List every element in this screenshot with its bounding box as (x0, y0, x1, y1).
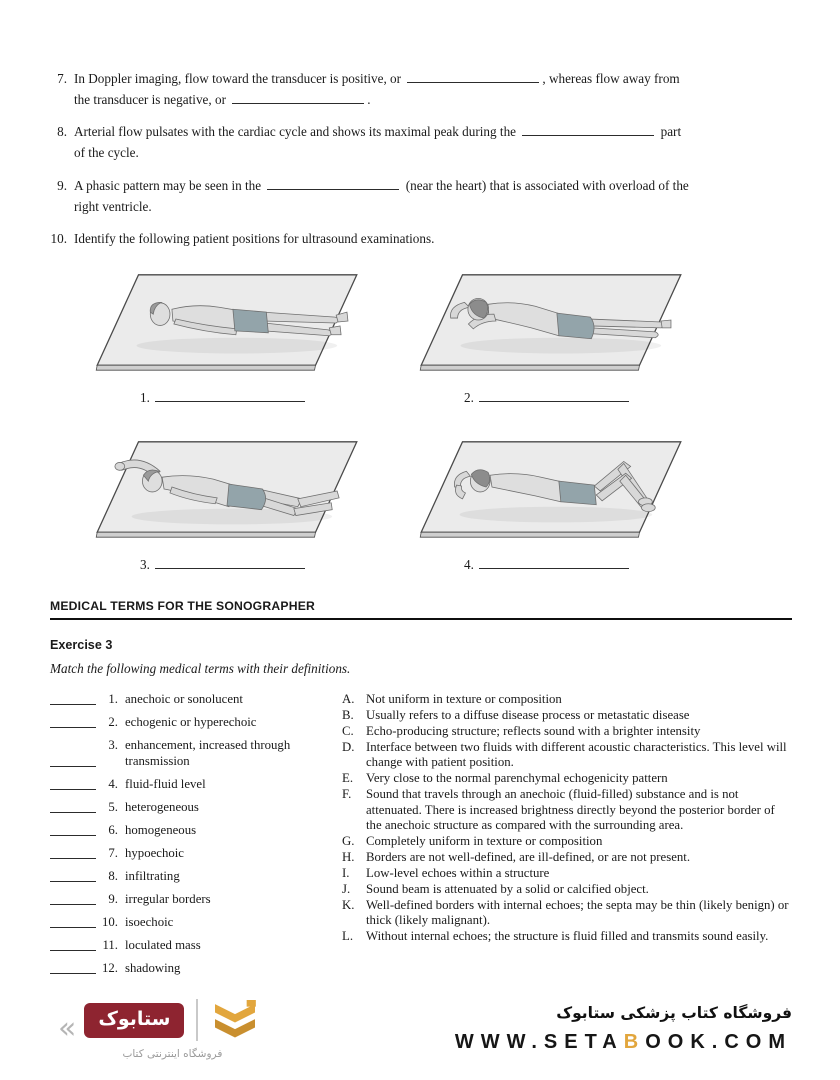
question-9 (50, 175, 792, 217)
definition-item (342, 834, 790, 849)
term-label: homogeneous (125, 822, 197, 837)
definition-text: Echo-producing structure; reflects sound with a brighter intensity (366, 724, 701, 739)
figure-row-1 (88, 263, 792, 381)
figure-row-2 (88, 430, 792, 548)
term-label: echogenic or hyperechoic (125, 714, 257, 729)
exercise-instructions: Match the following medical terms with their definitions. (50, 660, 351, 676)
logo-main (84, 998, 260, 1060)
definition-text: Without internal echoes; the structure is fluid filled and transmits sound easily. (366, 929, 769, 944)
question-text (74, 121, 792, 163)
definition-text: Sound beam is attenuated by a solid or calcified object. (366, 882, 649, 896)
figure-label-number: 3. (140, 556, 150, 572)
answer-blank[interactable] (50, 916, 96, 928)
term-number: 1. (108, 691, 118, 706)
supine-figure-icon (88, 263, 366, 381)
term-item (50, 692, 342, 708)
website-url[interactable] (455, 1031, 792, 1054)
term-label: infiltrating (125, 868, 180, 883)
answer-blank[interactable] (267, 177, 399, 190)
term-label: anechoic or sonolucent (125, 691, 243, 706)
answer-blank[interactable] (522, 123, 654, 136)
definition-item (342, 787, 790, 832)
question-text-segment: , whereas flow away from (542, 71, 680, 86)
definition-letter: F. (342, 787, 352, 802)
term-number: 11. (102, 937, 118, 952)
question-text (74, 175, 792, 217)
definition-text: Borders are not well-defined, are ill-defined, or are not present. (366, 849, 691, 864)
definition-letter: B. (342, 707, 354, 722)
patient-position-illustration-1 (88, 263, 366, 381)
figure-label-2 (412, 389, 690, 406)
answer-blank[interactable] (50, 847, 96, 859)
patient-position-illustration-4 (412, 430, 690, 548)
logo-text: ستابوک (98, 1007, 171, 1030)
definition-text: Not uniform in texture or composition (366, 691, 562, 706)
definition-item (342, 850, 790, 865)
section-header: MEDICAL TERMS FOR THE SONOGRAPHER (50, 599, 792, 620)
answer-blank[interactable] (50, 693, 96, 705)
term-number: 4. (108, 776, 118, 791)
patient-position-illustration-3 (88, 430, 366, 548)
patient-position-illustration-2 (412, 263, 690, 381)
figure-label-3 (88, 556, 366, 573)
definition-text: Sound that travels through an anechoic (fluid-filled) substance and is not attenuated. There is increased brightness directly beyond the posterior border of the anechoic structure as compared with the surrounding area. (366, 787, 775, 832)
definition-letter: I. (342, 865, 350, 880)
oblique-arm-raised-figure-icon (88, 430, 366, 548)
answer-blank[interactable] (50, 939, 96, 951)
term-item (50, 961, 342, 977)
definition-letter: K. (342, 898, 355, 913)
definition-item (342, 771, 790, 786)
question-number: 9. (57, 177, 67, 193)
term-item (50, 938, 342, 954)
definition-text: Completely uniform in texture or composition (366, 833, 603, 848)
question-7 (50, 68, 792, 110)
question-8 (50, 121, 792, 163)
term-number: 8. (108, 868, 118, 883)
definition-letter: L. (342, 929, 354, 944)
question-text-segment: A phasic pattern may be seen in the (74, 177, 262, 193)
definition-text: Usually refers to a diffuse disease process or metastatic disease (366, 707, 690, 722)
term-number: 12. (102, 960, 118, 975)
question-text-segment: In Doppler imaging, flow toward the transducer is positive, or (74, 71, 402, 86)
answer-blank[interactable] (155, 389, 305, 402)
term-label: isoechoic (125, 914, 174, 929)
logo-caret-icon: « (58, 1011, 77, 1046)
answer-blank[interactable] (50, 893, 96, 905)
question-text-segment: the transducer is negative, or (74, 92, 226, 108)
url-accent-letter: B (623, 1031, 646, 1053)
figure-label-number: 2. (464, 389, 474, 405)
term-number: 5. (108, 799, 118, 814)
definition-letter: D. (342, 740, 355, 755)
term-label: enhancement, increased through transmission (125, 737, 291, 768)
term-number: 3. (108, 737, 118, 752)
question-text-segment: Arterial flow pulsates with the cardiac cycle and shows its maximal peak during the (74, 124, 517, 140)
term-item (50, 892, 342, 908)
term-number: 7. (108, 845, 118, 860)
definition-item (342, 692, 790, 707)
term-item (50, 715, 342, 731)
term-label: heterogeneous (125, 799, 199, 814)
term-item (50, 777, 342, 793)
url-segment: WWW.SETA (454, 1031, 624, 1053)
answer-blank[interactable] (479, 389, 629, 402)
figure-label-1 (88, 389, 366, 406)
definition-item (342, 929, 790, 944)
url-segment: OOK.COM (645, 1031, 792, 1053)
footer-right (455, 1004, 792, 1054)
answer-blank[interactable] (50, 755, 96, 767)
definition-letter: C. (342, 724, 354, 739)
term-number: 9. (108, 891, 118, 906)
figure-labels-row-1 (88, 389, 792, 406)
term-label: loculated mass (125, 937, 201, 952)
figure-label-number: 1. (140, 389, 150, 405)
term-number: 10. (102, 914, 118, 929)
term-number: 6. (108, 822, 118, 837)
definition-letter: A. (342, 691, 355, 706)
answer-blank[interactable] (50, 824, 96, 836)
matching-exercise (50, 692, 792, 984)
term-label: fluid-fluid level (125, 776, 206, 791)
term-item (50, 800, 342, 816)
definition-text: Well-defined borders with internal echoes; the septa may be thin (likely benign) or thick (likely malignant). (366, 898, 789, 928)
figure-label-4 (412, 556, 690, 573)
definition-letter: G. (342, 833, 355, 848)
setabook-logo[interactable] (58, 998, 260, 1060)
definition-item (342, 898, 790, 928)
term-label: irregular borders (125, 891, 211, 906)
supine-knees-bent-figure-icon (412, 430, 690, 548)
definition-letter: H. (342, 849, 355, 864)
footer-store-title: فروشگاه کتاب پزشکی ستابوک (556, 1004, 792, 1022)
term-item (50, 823, 342, 839)
lateral-decubitus-figure-icon (412, 263, 690, 381)
term-number: 2. (108, 714, 118, 729)
definition-item (342, 866, 790, 881)
answer-blank[interactable] (50, 801, 96, 813)
question-text-segment: . (367, 92, 371, 108)
terms-column (50, 692, 342, 984)
question-number: 10. (50, 230, 67, 246)
definition-text: Interface between two fluids with different acoustic characteristics. This level will change with patient position. (366, 740, 787, 770)
logo-subtitle: فروشگاه اینترنتی کتاب (122, 1048, 223, 1060)
logo-divider (196, 999, 198, 1041)
term-label: shadowing (125, 960, 181, 975)
figure-labels-row-2 (88, 556, 792, 573)
definition-text: Very close to the normal parenchymal echogenicity pattern (366, 771, 668, 786)
answer-blank[interactable] (50, 962, 96, 974)
figure-label-number: 4. (464, 556, 474, 572)
question-number: 7. (57, 71, 67, 86)
exercise-title: Exercise 3 (50, 637, 113, 652)
definitions-column (342, 692, 792, 984)
definition-letter: J. (342, 882, 351, 896)
answer-blank[interactable] (407, 70, 539, 83)
logo-wordmark (84, 1003, 184, 1038)
question-text-segment: of the cycle. (74, 145, 139, 161)
answer-blank[interactable] (479, 556, 629, 569)
footer (0, 988, 840, 1080)
answer-blank[interactable] (50, 870, 96, 882)
definition-text: Low-level echoes within a structure (366, 865, 550, 880)
term-item (50, 738, 342, 770)
question-text-segment: part (660, 124, 682, 140)
logo-chevron-icon (210, 998, 260, 1042)
answer-blank[interactable] (50, 716, 96, 728)
answer-blank[interactable] (50, 778, 96, 790)
term-label: hypoechoic (125, 845, 184, 860)
question-text (74, 228, 792, 249)
question-text-segment: (near the heart) that is associated with overload of the (405, 177, 689, 193)
term-item (50, 915, 342, 931)
definition-item (342, 740, 790, 770)
definition-item (342, 724, 790, 739)
question-text-segment: Identify the following patient positions for ultrasound examinations. (74, 230, 435, 246)
question-number: 8. (57, 124, 67, 140)
definition-item (342, 882, 790, 897)
logo-row (84, 998, 260, 1042)
answer-blank[interactable] (155, 556, 305, 569)
question-text (74, 68, 792, 110)
definition-item (342, 708, 790, 723)
question-text-segment: right ventricle. (74, 198, 152, 214)
term-item (50, 869, 342, 885)
definition-letter: E. (342, 771, 354, 786)
patient-position-figures (88, 263, 792, 573)
term-item (50, 846, 342, 862)
question-10 (50, 228, 792, 249)
answer-blank[interactable] (232, 91, 364, 104)
